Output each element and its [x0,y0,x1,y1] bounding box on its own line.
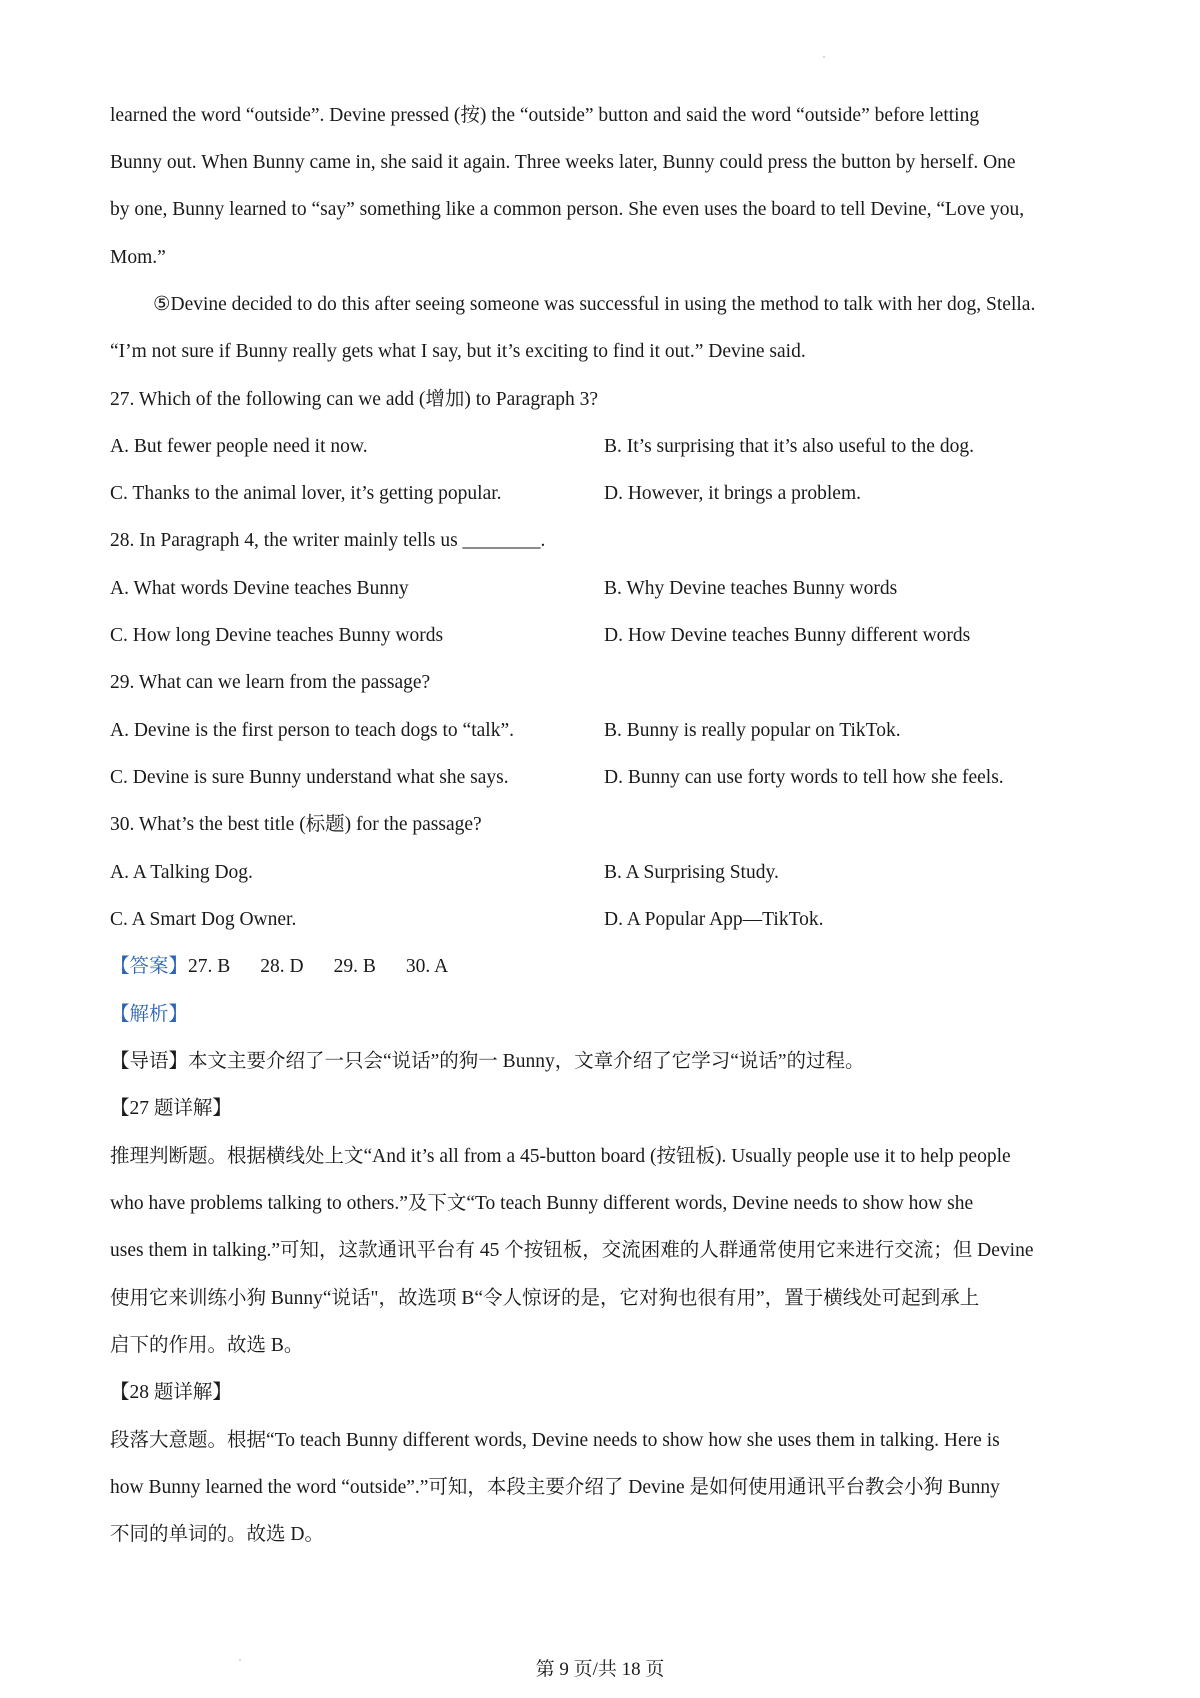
analysis-line: how Bunny learned the word “outside”.”可知，本段主要介绍了 Devine 是如何使用通讯平台教会小狗 Bunny [110,1477,1000,1498]
analysis-line: 不同的单词的。故选 D。 [110,1524,324,1545]
passage-line: learned the word “outside”. Devine pressed (按) the “outside” button and said the word “outside” before letting [110,105,980,126]
answer-item: 29. B [333,956,376,977]
option-d: D. How Devine teaches Bunny different words [604,625,971,646]
q28-heading: 【28 题详解】 [110,1382,232,1403]
option-c: C. Thanks to the animal lover, it’s getting popular. [110,483,502,504]
passage-line: ⑤Devine decided to do this after seeing someone was successful in using the method to talk with her dog, Stella. [153,294,1036,315]
passage-line: “I’m not sure if Bunny really gets what I say, but it’s exciting to find it out.” Devine said. [110,341,806,362]
question-stem: 29. What can we learn from the passage? [110,672,431,693]
analysis-line: 使用它来训练小狗 Bunny“说话"，故选项 B“令人惊讶的是，它对狗也很有用”，置于横线处可起到承上 [110,1288,980,1309]
question-stem: 28. In Paragraph 4, the writer mainly tells us ________. [110,530,546,551]
option-b: B. A Surprising Study. [604,862,779,883]
option-c: C. How long Devine teaches Bunny words [110,625,444,646]
option-a: A. A Talking Dog. [110,862,253,883]
analysis-line: uses them in talking.”可知，这款通讯平台有 45 个按钮板，交流困难的人群通常使用它来进行交流；但 Devine [110,1240,1034,1261]
answer-item: 27. B [188,956,231,977]
analysis-label: 【解析】 [110,1004,189,1025]
q27-heading: 【27 题详解】 [110,1098,232,1119]
answer-item: 30. A [405,956,449,977]
analysis-line: 推理判断题。根据横线处上文“And it’s all from a 45-button board (按钮板). Usually people use it to help people [110,1146,1011,1167]
passage-line: Bunny out. When Bunny came in, she said it again. Three weeks later, Bunny could press the button by herself. One [110,152,1016,173]
passage-line: Mom.” [110,247,166,268]
option-c: C. Devine is sure Bunny understand what she says. [110,767,509,788]
option-b: B. It’s surprising that it’s also useful to the dog. [604,436,974,457]
analysis-line: 段落大意题。根据“To teach Bunny different words, Devine needs to show how she uses them in talking. Here is [110,1430,1000,1451]
option-a: A. Devine is the first person to teach dogs to “talk”. [110,720,514,741]
answer-label: 【答案】 [110,956,189,977]
answer-key [110,954,448,980]
analysis-line: 启下的作用。故选 B。 [110,1335,304,1356]
option-b: B. Bunny is really popular on TikTok. [604,720,901,741]
option-c: C. A Smart Dog Owner. [110,909,297,930]
scan-speck [823,56,825,58]
option-a: A. But fewer people need it now. [110,436,368,457]
option-d: D. A Popular App—TikTok. [604,909,824,930]
page-number: 第 9 页/共 18 页 [535,1659,665,1680]
answer-item: 28. D [260,956,304,977]
option-d: D. Bunny can use forty words to tell how she feels. [604,767,1004,788]
option-a: A. What words Devine teaches Bunny [110,578,409,599]
analysis-intro: 【导语】本文主要介绍了一只会“说话”的狗一 Bunny，文章介绍了它学习“说话”的过程。 [110,1051,865,1072]
analysis-line: who have problems talking to others.”及下文“To teach Bunny different words, Devine needs to show how she [110,1193,974,1214]
question-stem: 30. What’s the best title (标题) for the passage? [110,814,482,835]
option-b: B. Why Devine teaches Bunny words [604,578,898,599]
question-stem: 27. Which of the following can we add (增加) to Paragraph 3? [110,389,599,410]
passage-line: by one, Bunny learned to “say” something like a common person. She even uses the board to tell Devine, “Love you, [110,199,1025,220]
option-d: D. However, it brings a problem. [604,483,861,504]
